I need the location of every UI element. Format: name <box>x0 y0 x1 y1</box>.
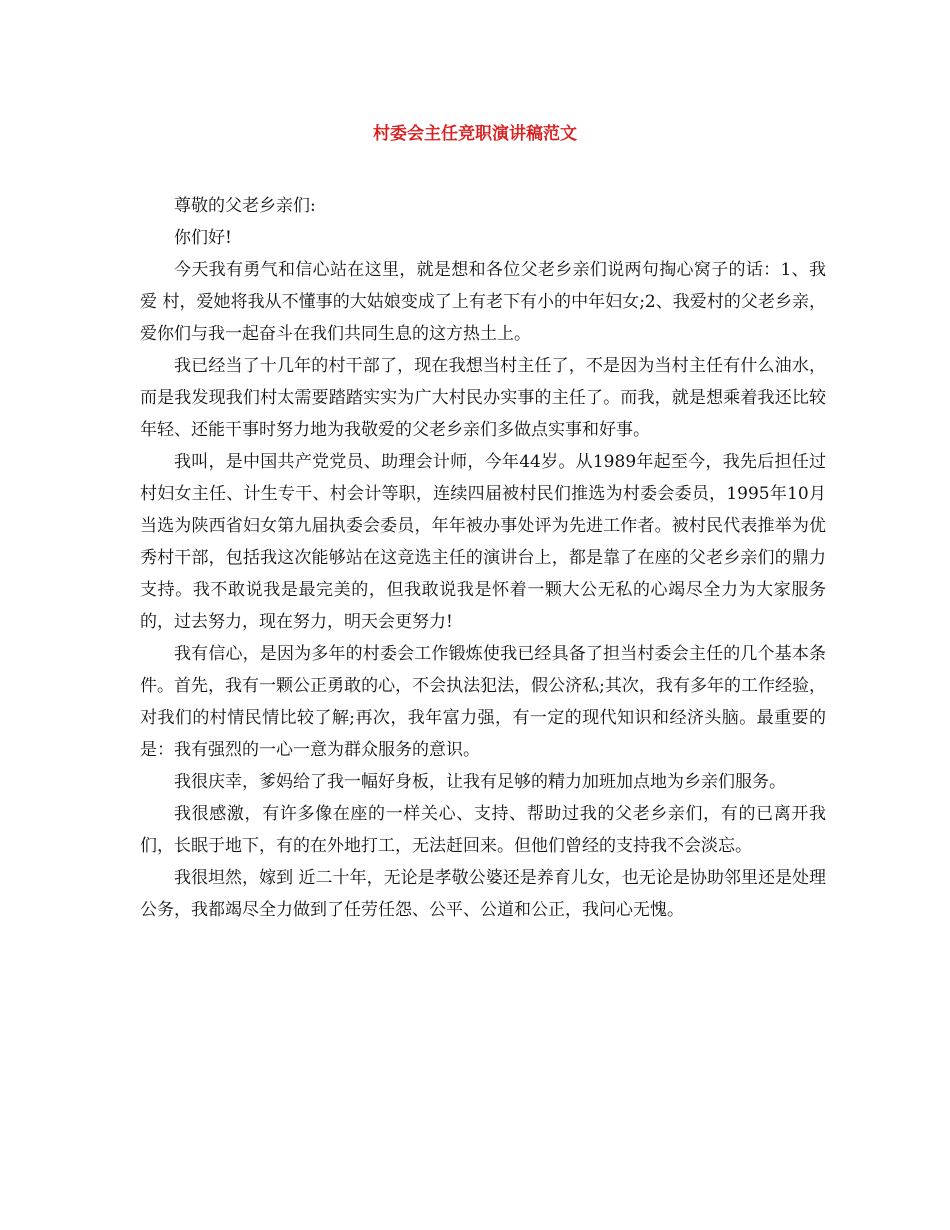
paragraph: 你们好! <box>174 228 232 248</box>
paragraph: 我很坦然，嫁到 近二十年，无论是孝敬公婆还是养育儿女，也无论是协助邻里还是处理公务，我都竭尽全力做到了任劳任怨、公平、公道和公正，我问心无愧。 <box>140 868 826 920</box>
paragraph: 我已经当了十几年的村干部了，现在我想当村主任了，不是因为当村主任有什么油水，而是我发现我们村太需要踏踏实实为广大村民办实事的主任了。而我，就是想乘着我还比较年轻、还能干事时努力地为我敬爱的父老乡亲们多做点实事和好事。 <box>140 356 826 440</box>
paragraph: 我有信心，是因为多年的村委会工作锻炼使我已经具备了担当村委会主任的几个基本条件。首先，我有一颗公正勇敢的心，不会执法犯法，假公济私;其次，我有多年的工作经验，对我们的村情民情比较了解;再次，我年富力强，有一定的现代知识和经济头脑。最重要的是：我有强烈的一心一意为群众服务的意识。 <box>140 644 826 760</box>
paragraph: 我很庆幸，爹妈给了我一幅好身板，让我有足够的精力加班加点地为乡亲们服务。 <box>174 772 786 792</box>
paragraph: 今天我有勇气和信心站在这里，就是想和各位父老乡亲们说两句掏心窝子的话：1、我爱 村，爱她将我从不懂事的大姑娘变成了上有老下有小的中年妇女;2、我爱村的父老乡亲，爱你们与我一起奋斗在我们共同生息的这方热土上。 <box>140 260 826 344</box>
document-title: 村委会主任竞职演讲稿范文 <box>373 124 577 144</box>
document-body <box>140 190 826 926</box>
paragraph: 我叫，是中国共产党党员、助理会计师，今年44岁。从1989年起至今，我先后担任过村妇女主任、计生专干、村会计等职，连续四届被村民们推选为村委会委员，1995年10月当选为陕西省妇女第九届执委会委员，年年被办事处评为先进工作者。被村民代表推举为优秀村干部，包括我这次能够站在这竞选主任的演讲台上，都是靠了在座的父老乡亲们的鼎力支持。我不敢说我是最完美的，但我敢说我是怀着一颗大公无私的心竭尽全力为大家服务的，过去努力，现在努力，明天会更努力! <box>140 452 826 632</box>
paragraph: 我很感激，有许多像在座的一样关心、支持、帮助过我的父老乡亲们，有的已离开我们，长眠于地下，有的在外地打工，无法赶回来。但他们曾经的支持我不会淡忘。 <box>140 804 826 856</box>
paragraph: 尊敬的父老乡亲们: <box>174 196 316 216</box>
